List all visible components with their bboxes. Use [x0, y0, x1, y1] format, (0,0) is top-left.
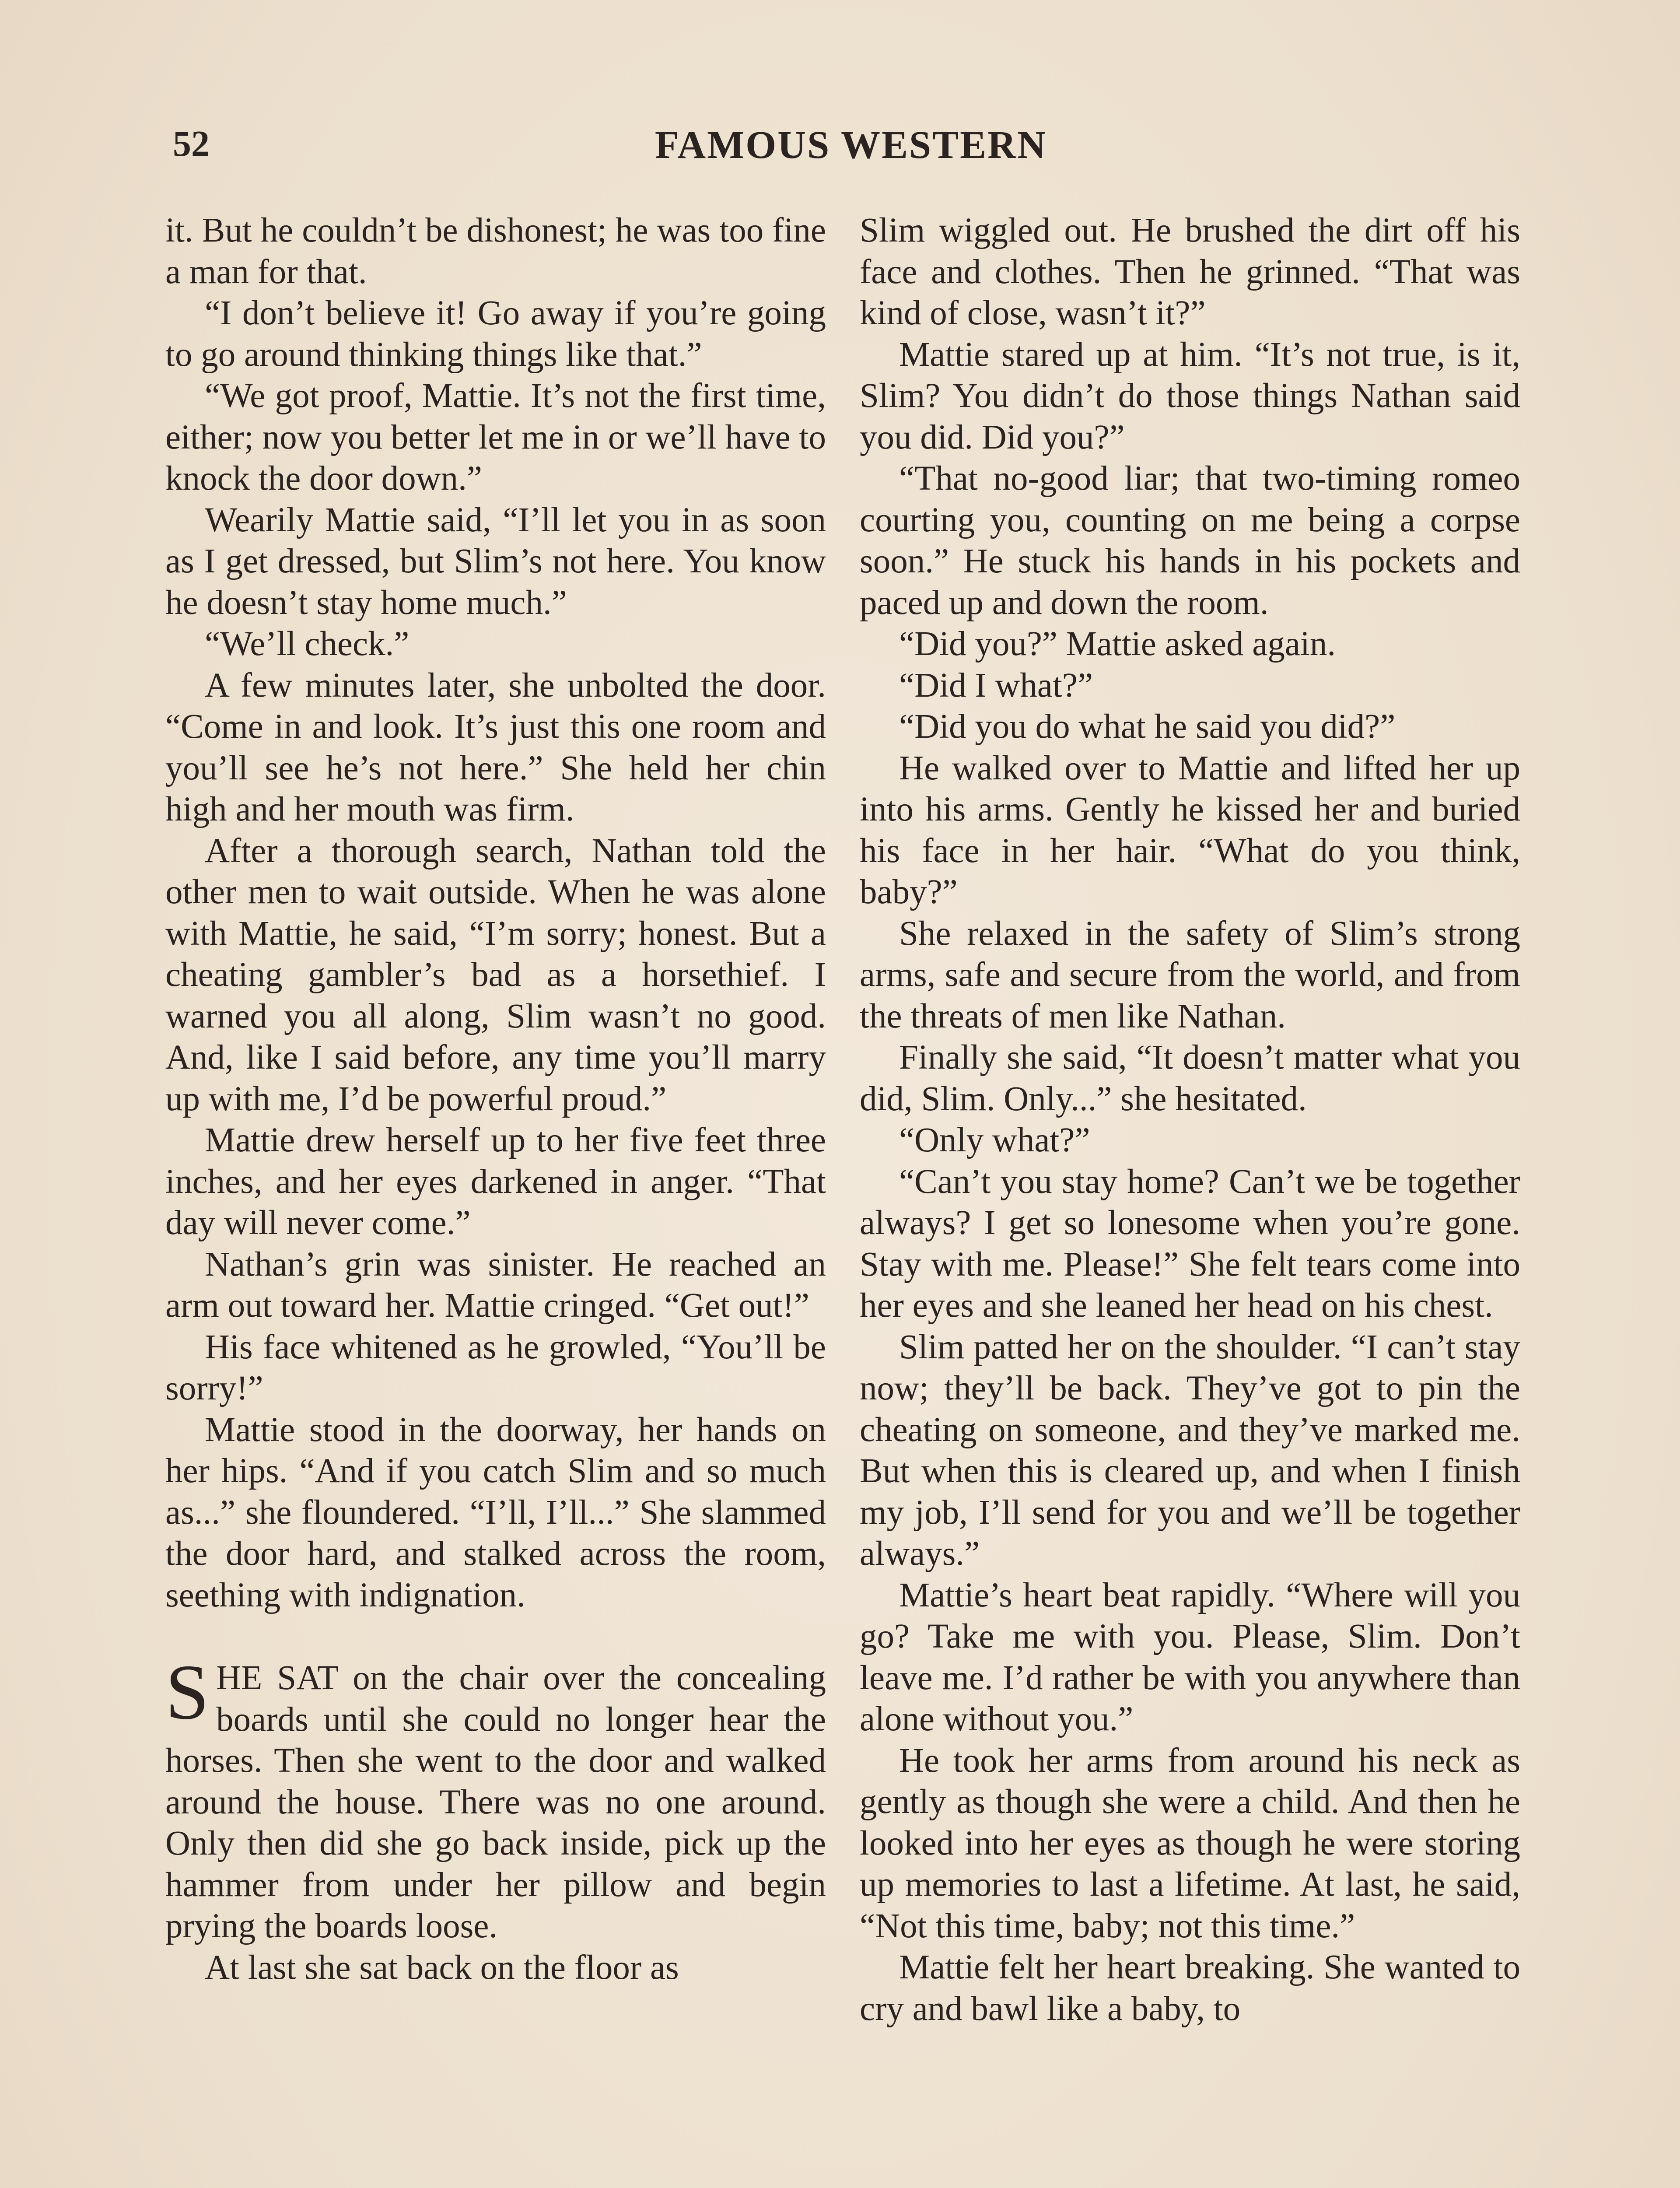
paragraph: A few minutes later, she unbolted the door. “Come in and look. It’s just this one room and you’ll see he’s not here.” She held her chin high and her mouth was firm.: [165, 666, 826, 828]
drop-cap: S: [165, 1648, 210, 1736]
paragraph: “Can’t you stay home? Can’t we be together always? I get so lonesome when you’re gone. Stay with me. Please!” She felt tears come into her eyes and she leaned her head on his chest.: [860, 1162, 1520, 1325]
paragraph: His face whitened as he growled, “You’ll be sorry!”: [165, 1328, 826, 1407]
page-number: 52: [173, 123, 210, 164]
paragraph: Mattie stared up at him. “It’s not true, is it, Slim? You didn’t do those things Nathan said you did. Did you?”: [860, 335, 1520, 456]
paragraph: Mattie drew herself up to her five feet three inches, and her eyes darkened in anger. “That day will never come.”: [165, 1121, 826, 1242]
paragraph: “Did you do what he said you did?”: [899, 708, 1396, 746]
paragraph: He walked over to Mattie and lifted her up into his arms. Gently he kissed her and buried his face in her hair. “What do you think, baby?”: [860, 749, 1520, 911]
paragraph: “Did you?” Mattie asked again.: [899, 625, 1336, 663]
paragraph: it. But he couldn’t be dishonest; he was too fine a man for that.: [165, 211, 826, 291]
paragraph: Slim patted her on the shoulder. “I can’t stay now; they’ll be back. They’ve got to pin the cheating on someone, and they’ve marked me. But when this is cleared up, and when I finish my job, I’ll send for you and we’ll be together always.”: [860, 1328, 1520, 1573]
paragraph: She relaxed in the safety of Slim’s strong arms, safe and secure from the world, and from the threats of men like Nathan.: [860, 914, 1520, 1035]
paragraph: Mattie felt her heart breaking. She wanted to cry and bawl like a baby, to: [860, 1948, 1520, 2028]
paragraph: He took her arms from around his neck as gently as though she were a child. And then he looked into her eyes as though he were storing up memories to last a lifetime. At last, he said, “Not this time, baby; not this time.”: [860, 1741, 1520, 1945]
paragraph: “I don’t believe it! Go away if you’re going to go around thinking things like that.”: [165, 294, 826, 374]
paragraph: Finally she said, “It doesn’t matter what you did, Slim. Only...” she hesitated.: [860, 1038, 1520, 1118]
paragraph: Mattie stood in the doorway, her hands on her hips. “And if you catch Slim and so much as...” she floundered. “I’ll, I’ll...” She slammed the door hard, and stalked across the room, seething with indignation.: [165, 1410, 826, 1614]
running-head-title: FAMOUS WESTERN: [654, 123, 1047, 167]
right-column: [860, 210, 1520, 2030]
paragraph: “We got proof, Mattie. It’s not the first time, either; now you better let me in or we’ll have to knock the door down.”: [165, 377, 826, 498]
paragraph: Slim wiggled out. He brushed the dirt off his face and clothes. Then he grinned. “That was kind of close, wasn’t it?”: [860, 211, 1520, 332]
paragraph: After a thorough search, Nathan told the other men to wait outside. When he was alone with Mattie, he said, “I’m sorry; honest. But a cheating gambler’s bad as a horsethief. I warned you all along, Slim wasn’t no good. And, like I said before, any time you’ll marry up with me, I’d be powerful proud.”: [165, 831, 826, 1118]
page-header: [173, 123, 1529, 175]
paragraph: Mattie’s heart beat rapidly. “Where will you go? Take me with you. Please, Slim. Don’t leave me. I’d rather be with you anywhere than alone without you.”: [860, 1576, 1520, 1738]
paragraph: “That no-good liar; that two-timing romeo courting you, counting on me being a corpse soon.” He stuck his hands in his pockets and paced up and down the room.: [860, 459, 1520, 622]
paragraph: Wearily Mattie said, “I’ll let you in as soon as I get dressed, but Slim’s not here. You know he doesn’t stay home much.”: [165, 501, 826, 622]
paragraph: At last she sat back on the floor as: [205, 1948, 679, 1987]
paragraph: “We’ll check.”: [205, 625, 410, 663]
section-text: HE SAT on the chair over the concealing boards until she could no longer hear the horses. Then she went to the door and walked around the house. There was no one around. Only then did she go back inside, pick up the hammer from under her pillow and begin prying the boards loose.: [165, 1659, 826, 1945]
paragraph: Nathan’s grin was sinister. He reached an arm out toward her. Mattie cringed. “Get out!”: [165, 1245, 826, 1325]
section-break-paragraph: [165, 1648, 826, 1947]
paragraph: “Did I what?”: [899, 666, 1093, 705]
paragraph: “Only what?”: [899, 1121, 1090, 1159]
left-column: [165, 210, 826, 1988]
